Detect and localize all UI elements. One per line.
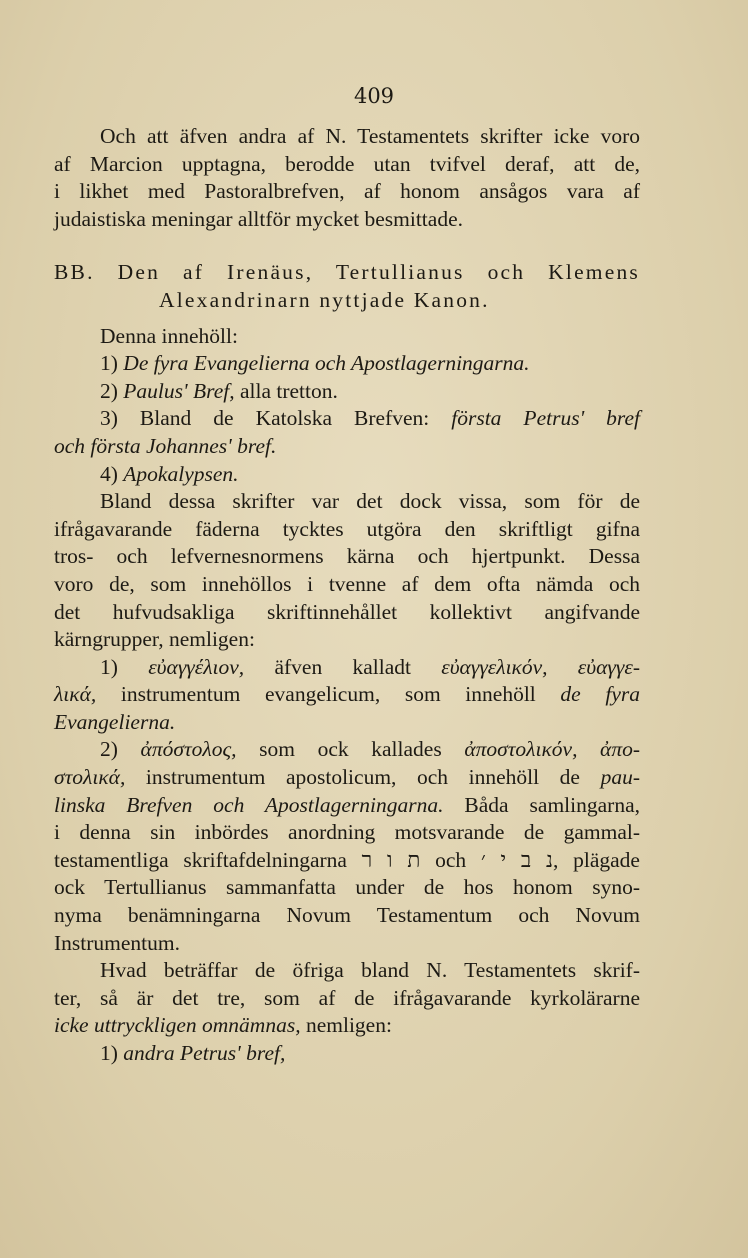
text-line: voro de, som innehöllos i tvenne af dem ofta nämda och <box>54 571 640 596</box>
text-line: i denna sin inbördes anordning motsvarande de gammal- <box>54 820 640 845</box>
section-heading-cont: Alexandrinarn nyttjade Kanon. <box>159 287 490 312</box>
list-intro: Denna innehöll: <box>100 323 238 348</box>
list-item: 3) Bland de Katolska Brefven: första Petrus' bref <box>100 406 641 431</box>
list-item: 2) ἀπόστολος, som ock kallades ἀποστολικόν, ἀπο- <box>100 737 641 762</box>
page-body <box>54 123 640 1068</box>
list-item: 1) andra Petrus' bref, <box>100 1041 286 1065</box>
list-item: 4) Apokalypsen. <box>100 461 239 486</box>
list-item-cont: στολικά, instrumentum apostolicum, och innehöll de pau- <box>54 765 640 790</box>
text-line: Hvad beträffar de öfriga bland N. Testamentets skrif- <box>100 958 640 983</box>
text-line: judaistiska meningar alltför mycket besmittade. <box>54 206 463 231</box>
text-line: kärngrupper, nemligen: <box>54 627 255 652</box>
text-line: testamentliga skriftafdelningarna ת ו ר och נ ב י ׳, plägade <box>54 847 640 872</box>
list-item: 1) εὐαγγέλιον, äfven kalladt εὐαγγελικόν, εὐαγγε- <box>100 654 640 679</box>
list-item-cont: Evangelierna. <box>54 709 176 734</box>
text-line: ter, så är det tre, som af de ifrågavarande kyrkolärarne <box>54 985 640 1010</box>
text-line: Och att äfven andra af N. Testamentets skrifter icke voro <box>100 124 640 148</box>
text-line: i likhet med Pastoralbrefven, af honom ansågos vara af <box>54 179 640 204</box>
text-line: af Marcion upptagna, berodde utan tvifvel deraf, att de, <box>54 151 640 176</box>
list-item: 1) De fyra Evangelierna och Apostlagerningarna. <box>100 351 530 376</box>
text-line: ifrågavarande fäderna tycktes utgöra den skriftligt gifna <box>54 516 640 541</box>
section-heading: BB. Den af Irenäus, Tertullianus och Klemens <box>54 260 640 285</box>
text-line: det hufvudsakliga skriftinnehållet kollektivt angifvande <box>54 599 640 624</box>
text-line: Bland dessa skrifter var det dock vissa, som för de <box>100 489 640 514</box>
list-item: 2) Paulus' Bref, alla tretton. <box>100 378 338 403</box>
text-line: Instrumentum. <box>54 930 180 955</box>
list-item-cont: linska Brefven och Apostlagerningarna. Båda samlingarna, <box>54 792 640 817</box>
page-number: 409 <box>353 84 395 108</box>
list-item-cont: λικά, instrumentum evangelicum, som innehöll de fyra <box>54 682 640 707</box>
text-line: ock Tertullianus sammanfatta under de hos honom syno- <box>54 875 640 900</box>
list-item-cont: och första Johannes' bref. <box>54 433 277 458</box>
text-line: tros- och lefvernesnormens kärna och hjertpunkt. Dessa <box>54 544 640 569</box>
text-line: icke uttryckligen omnämnas, nemligen: <box>54 1013 392 1038</box>
text-line: nyma benämningarna Novum Testamentum och Novum <box>54 903 640 928</box>
